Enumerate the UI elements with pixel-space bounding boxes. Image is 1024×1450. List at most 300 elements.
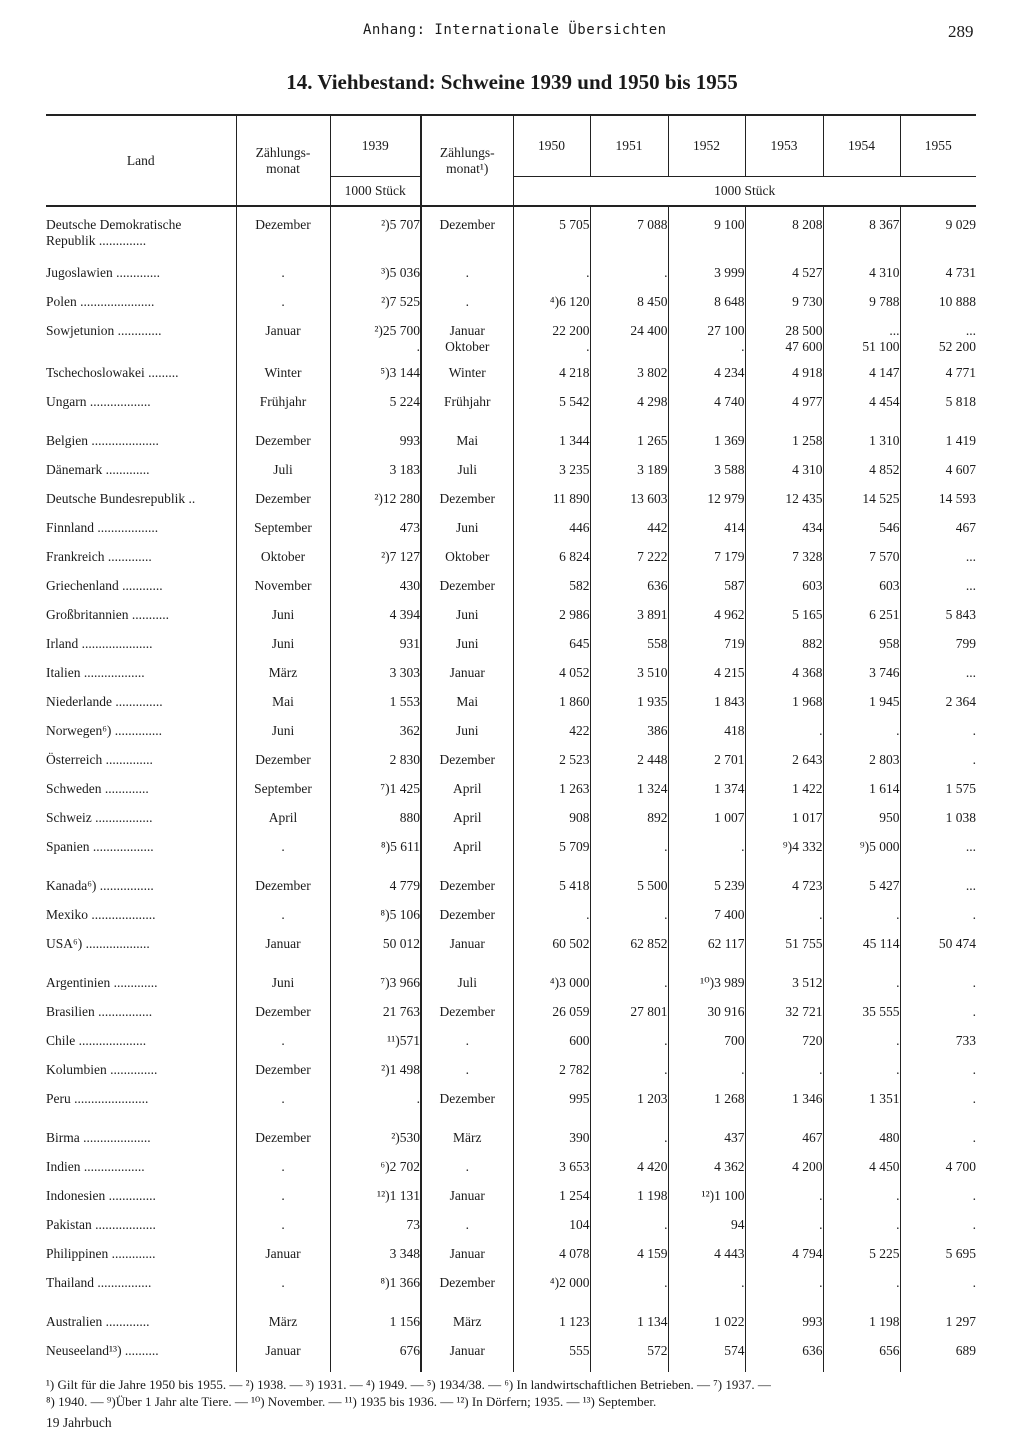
value-1955-cell: 733 <box>900 1033 976 1062</box>
value-1952-cell: 4 962 <box>668 607 745 636</box>
col-header-1939: 1939 <box>330 115 421 177</box>
census-month-cell: April <box>421 839 513 868</box>
table-row <box>46 1246 976 1275</box>
value-1954-cell: 45 114 <box>823 936 900 965</box>
census-month-cell: . <box>421 294 513 323</box>
country-cell: Sowjetunion ............. <box>46 323 162 338</box>
table-row <box>46 520 976 549</box>
value-1939-cell: ⁵)3 144 <box>330 365 421 394</box>
country-cell: Ungarn .................. <box>46 394 151 409</box>
value-1954-cell: 7 570 <box>823 549 900 578</box>
value-1954-cell: 8 367 <box>823 206 900 265</box>
value-1953-cell: 720 <box>745 1033 823 1062</box>
value-1939-cell: ²)1 498 <box>330 1062 421 1091</box>
value-1939-cell: 2 830 <box>330 752 421 781</box>
value-1953-cell: 1 346 <box>745 1091 823 1120</box>
value-1939-cell: 3 348 <box>330 1246 421 1275</box>
value-1952-cell: 30 916 <box>668 1004 745 1033</box>
table-row <box>46 1343 976 1372</box>
value-1954-cell: 950 <box>823 810 900 839</box>
census-month-1939-cell: Januar <box>236 1343 330 1372</box>
value-1950-cell: 2 986 <box>513 607 590 636</box>
census-month-cell: Mai <box>421 433 513 462</box>
table-row <box>46 323 976 365</box>
value-1951-cell: 4 420 <box>590 1159 668 1188</box>
value-1952-cell: 12 979 <box>668 491 745 520</box>
value-1952-cell: 1 843 <box>668 694 745 723</box>
census-month-1939-cell: Juni <box>236 607 330 636</box>
value-1953-cell: 4 977 <box>745 394 823 423</box>
value-1952-cell: 5 239 <box>668 878 745 907</box>
value-1954-cell: 6 251 <box>823 607 900 636</box>
value-1939-cell: 73 <box>330 1217 421 1246</box>
table-row <box>46 294 976 323</box>
value-1950-cell: 2 523 <box>513 752 590 781</box>
table-row <box>46 839 976 868</box>
value-1951-cell: 636 <box>590 578 668 607</box>
census-month-1939-cell: . <box>236 1275 330 1304</box>
value-1953-cell: ⁹)4 332 <box>745 839 823 868</box>
census-month-1939-cell: Winter <box>236 365 330 394</box>
value-1951-cell: 3 802 <box>590 365 668 394</box>
group-spacer <box>46 868 976 878</box>
value-1939-cell: ⁸)5 611 <box>330 839 421 868</box>
census-month-cell: April <box>421 781 513 810</box>
value-1954-cell: . <box>823 1033 900 1062</box>
census-month-1939-cell: April <box>236 810 330 839</box>
table-row <box>46 206 976 265</box>
value-1954-cell: ... 51 100 <box>823 323 900 365</box>
value-1953-cell: 4 200 <box>745 1159 823 1188</box>
table-row <box>46 462 976 491</box>
value-1939-cell: ¹²)1 131 <box>330 1188 421 1217</box>
footnotes <box>46 1376 976 1410</box>
value-1953-cell: 51 755 <box>745 936 823 965</box>
census-month-1939-cell: . <box>236 1188 330 1217</box>
census-month-cell: Januar Oktober <box>421 323 513 365</box>
value-1954-cell: ⁹)5 000 <box>823 839 900 868</box>
value-1939-cell: 362 <box>330 723 421 752</box>
value-1955-cell: . <box>900 752 976 781</box>
value-1950-cell: 600 <box>513 1033 590 1062</box>
col-header-1952: 1952 <box>668 115 745 177</box>
value-1955-cell: 10 888 <box>900 294 976 323</box>
value-1950-cell: 1 123 <box>513 1314 590 1343</box>
value-1954-cell: 3 746 <box>823 665 900 694</box>
value-1951-cell: 7 222 <box>590 549 668 578</box>
value-1950-cell: 5 709 <box>513 839 590 868</box>
country-cell: Philippinen ............. <box>46 1246 156 1261</box>
value-1952-cell: 414 <box>668 520 745 549</box>
value-1954-cell: 1 198 <box>823 1314 900 1343</box>
value-1952-cell: 700 <box>668 1033 745 1062</box>
value-1939-cell: 4 394 <box>330 607 421 636</box>
country-cell: Birma .................... <box>46 1130 151 1145</box>
value-1953-cell: 28 500 47 600 <box>745 323 823 365</box>
value-1952-cell: 418 <box>668 723 745 752</box>
value-1954-cell: . <box>823 1275 900 1304</box>
value-1955-cell: ... 52 200 <box>900 323 976 365</box>
census-month-1939-cell: Dezember <box>236 878 330 907</box>
country-cell: Chile .................... <box>46 1033 147 1048</box>
value-1954-cell: 4 852 <box>823 462 900 491</box>
value-1950-cell: 645 <box>513 636 590 665</box>
value-1951-cell: 2 448 <box>590 752 668 781</box>
census-month-1939-cell: Oktober <box>236 549 330 578</box>
value-1939-cell: ²)7 127 <box>330 549 421 578</box>
value-1951-cell: 3 510 <box>590 665 668 694</box>
country-cell: Schweiz ................. <box>46 810 153 825</box>
value-1951-cell: . <box>590 907 668 936</box>
census-month-cell: Oktober <box>421 549 513 578</box>
census-month-1939-cell: Dezember <box>236 433 330 462</box>
value-1952-cell: . <box>668 1275 745 1304</box>
census-month-1939-cell: März <box>236 665 330 694</box>
country-cell: Schweden ............. <box>46 781 149 796</box>
value-1953-cell: . <box>745 723 823 752</box>
col-header-1955: 1955 <box>900 115 976 177</box>
value-1953-cell: 4 310 <box>745 462 823 491</box>
value-1951-cell: . <box>590 975 668 1004</box>
value-1955-cell: ... <box>900 549 976 578</box>
country-cell: Belgien .................... <box>46 433 159 448</box>
country-cell: Jugoslawien ............. <box>46 265 160 280</box>
value-1953-cell: 32 721 <box>745 1004 823 1033</box>
value-1952-cell: ¹⁰)3 989 <box>668 975 745 1004</box>
table-row <box>46 549 976 578</box>
value-1955-cell: . <box>900 1217 976 1246</box>
value-1953-cell: 4 918 <box>745 365 823 394</box>
census-month-cell: Dezember <box>421 752 513 781</box>
census-month-cell: Juli <box>421 462 513 491</box>
country-cell: Polen ...................... <box>46 294 155 309</box>
census-month-cell: Juni <box>421 520 513 549</box>
table-row <box>46 607 976 636</box>
table-row <box>46 1130 976 1159</box>
table-row <box>46 491 976 520</box>
value-1951-cell: 1 198 <box>590 1188 668 1217</box>
country-cell: Deutsche Bundesrepublik .. <box>46 491 196 506</box>
value-1953-cell: 4 368 <box>745 665 823 694</box>
table-row <box>46 665 976 694</box>
value-1951-cell: 7 088 <box>590 206 668 265</box>
value-1955-cell: 1 575 <box>900 781 976 810</box>
census-month-1939-cell: September <box>236 781 330 810</box>
census-month-cell: Januar <box>421 1246 513 1275</box>
table-row <box>46 1091 976 1120</box>
group-spacer <box>46 965 976 975</box>
value-1955-cell: . <box>900 1275 976 1304</box>
value-1939-cell: 473 <box>330 520 421 549</box>
value-1954-cell: 958 <box>823 636 900 665</box>
table-row <box>46 265 976 294</box>
value-1950-cell: 1 860 <box>513 694 590 723</box>
census-month-cell: Dezember <box>421 878 513 907</box>
value-1939-cell: 3 183 <box>330 462 421 491</box>
census-month-cell: Juni <box>421 723 513 752</box>
value-1953-cell: 1 968 <box>745 694 823 723</box>
value-1951-cell: . <box>590 265 668 294</box>
country-cell: Kolumbien .............. <box>46 1062 158 1077</box>
value-1939-cell: . <box>330 1091 421 1120</box>
value-1951-cell: 572 <box>590 1343 668 1372</box>
value-1951-cell: . <box>590 1217 668 1246</box>
value-1939-cell: ⁶)2 702 <box>330 1159 421 1188</box>
value-1951-cell: 8 450 <box>590 294 668 323</box>
value-1954-cell: 1 310 <box>823 433 900 462</box>
census-month-cell: . <box>421 265 513 294</box>
col-header-1954: 1954 <box>823 115 900 177</box>
group-spacer <box>46 1120 976 1130</box>
country-cell: Mexiko ................... <box>46 907 156 922</box>
country-cell: Pakistan .................. <box>46 1217 156 1232</box>
country-cell: Tschechoslowakei ......... <box>46 365 179 380</box>
country-cell: Norwegen⁶) .............. <box>46 723 163 738</box>
value-1951-cell: 1 265 <box>590 433 668 462</box>
value-1951-cell: . <box>590 839 668 868</box>
table-row <box>46 752 976 781</box>
census-month-1939-cell: Januar <box>236 936 330 965</box>
value-1952-cell: 4 740 <box>668 394 745 423</box>
value-1955-cell: 5 695 <box>900 1246 976 1275</box>
value-1954-cell: . <box>823 1217 900 1246</box>
value-1950-cell: . <box>513 907 590 936</box>
value-1953-cell: 1 258 <box>745 433 823 462</box>
value-1952-cell: 4 234 <box>668 365 745 394</box>
value-1939-cell: ⁸)1 366 <box>330 1275 421 1304</box>
value-1939-cell: 5 224 <box>330 394 421 423</box>
value-1950-cell: 2 782 <box>513 1062 590 1091</box>
table-row <box>46 781 976 810</box>
value-1953-cell: 993 <box>745 1314 823 1343</box>
value-1955-cell: 5 818 <box>900 394 976 423</box>
value-1952-cell: 4 215 <box>668 665 745 694</box>
census-month-1939-cell: Januar <box>236 1246 330 1275</box>
census-month-1939-cell: Juni <box>236 636 330 665</box>
value-1952-cell: . <box>668 839 745 868</box>
value-1950-cell: ⁴)6 120 <box>513 294 590 323</box>
census-month-cell: Januar <box>421 665 513 694</box>
value-1939-cell: 1 156 <box>330 1314 421 1343</box>
table-row <box>46 1217 976 1246</box>
table-row <box>46 878 976 907</box>
value-1939-cell: 676 <box>330 1343 421 1372</box>
census-month-cell: Januar <box>421 1343 513 1372</box>
value-1951-cell: 5 500 <box>590 878 668 907</box>
value-1955-cell: ... <box>900 839 976 868</box>
table-row <box>46 365 976 394</box>
value-1955-cell: 4 771 <box>900 365 976 394</box>
census-month-1939-cell: . <box>236 1091 330 1120</box>
value-1953-cell: 7 328 <box>745 549 823 578</box>
value-1952-cell: . <box>668 1062 745 1091</box>
table-body <box>46 206 976 1372</box>
value-1955-cell: . <box>900 1004 976 1033</box>
census-month-cell: März <box>421 1130 513 1159</box>
value-1951-cell: . <box>590 1130 668 1159</box>
census-month-1939-cell: Dezember <box>236 491 330 520</box>
census-month-cell: Winter <box>421 365 513 394</box>
value-1939-cell: ²)5 707 <box>330 206 421 265</box>
value-1939-cell: ³)5 036 <box>330 265 421 294</box>
table-row <box>46 936 976 965</box>
census-month-1939-cell: März <box>236 1314 330 1343</box>
table-row <box>46 1062 976 1091</box>
census-month-cell: April <box>421 810 513 839</box>
value-1952-cell: ¹²)1 100 <box>668 1188 745 1217</box>
census-month-1939-cell: Frühjahr <box>236 394 330 423</box>
value-1939-cell: 931 <box>330 636 421 665</box>
group-spacer <box>46 1304 976 1314</box>
country-cell: Österreich .............. <box>46 752 153 767</box>
value-1951-cell: 62 852 <box>590 936 668 965</box>
value-1953-cell: 4 527 <box>745 265 823 294</box>
table-row <box>46 394 976 423</box>
value-1952-cell: 719 <box>668 636 745 665</box>
value-1951-cell: 1 203 <box>590 1091 668 1120</box>
value-1950-cell: 6 824 <box>513 549 590 578</box>
value-1955-cell: . <box>900 975 976 1004</box>
value-1954-cell: 2 803 <box>823 752 900 781</box>
value-1939-cell: 430 <box>330 578 421 607</box>
country-cell: Brasilien ................ <box>46 1004 153 1019</box>
value-1955-cell: ... <box>900 665 976 694</box>
value-1950-cell: 26 059 <box>513 1004 590 1033</box>
value-1939-cell: 1 553 <box>330 694 421 723</box>
value-1950-cell: 4 218 <box>513 365 590 394</box>
value-1954-cell: . <box>823 907 900 936</box>
value-1953-cell: . <box>745 1275 823 1304</box>
census-month-cell: . <box>421 1217 513 1246</box>
census-month-1939-cell: September <box>236 520 330 549</box>
census-month-cell: Dezember <box>421 1004 513 1033</box>
census-month-cell: Juli <box>421 975 513 1004</box>
value-1951-cell: 13 603 <box>590 491 668 520</box>
value-1951-cell: 1 324 <box>590 781 668 810</box>
value-1939-cell: ²)530 <box>330 1130 421 1159</box>
page-number: 289 <box>948 22 974 41</box>
value-1952-cell: 8 648 <box>668 294 745 323</box>
census-month-cell: Januar <box>421 936 513 965</box>
census-month-1939-cell: . <box>236 1217 330 1246</box>
value-1953-cell: 467 <box>745 1130 823 1159</box>
country-cell: Spanien .................. <box>46 839 154 854</box>
value-1954-cell: 1 945 <box>823 694 900 723</box>
census-month-cell: Januar <box>421 1188 513 1217</box>
value-1954-cell: . <box>823 1062 900 1091</box>
value-1953-cell: 8 208 <box>745 206 823 265</box>
country-cell: Argentinien ............. <box>46 975 158 990</box>
value-1954-cell: 9 788 <box>823 294 900 323</box>
value-1954-cell: 1 614 <box>823 781 900 810</box>
census-month-cell: Dezember <box>421 907 513 936</box>
value-1955-cell: 689 <box>900 1343 976 1372</box>
value-1953-cell: 9 730 <box>745 294 823 323</box>
value-1950-cell: 908 <box>513 810 590 839</box>
value-1955-cell: 4 607 <box>900 462 976 491</box>
value-1955-cell: . <box>900 907 976 936</box>
census-month-cell: Juni <box>421 607 513 636</box>
value-1955-cell: . <box>900 1062 976 1091</box>
value-1953-cell: 3 512 <box>745 975 823 1004</box>
census-month-cell: . <box>421 1033 513 1062</box>
value-1955-cell: 467 <box>900 520 976 549</box>
value-1952-cell: 62 117 <box>668 936 745 965</box>
value-1953-cell: 636 <box>745 1343 823 1372</box>
value-1953-cell: 1 017 <box>745 810 823 839</box>
census-month-cell: Dezember <box>421 206 513 265</box>
value-1950-cell: 995 <box>513 1091 590 1120</box>
value-1950-cell: 4 078 <box>513 1246 590 1275</box>
value-1955-cell: 1 419 <box>900 433 976 462</box>
value-1952-cell: 3 588 <box>668 462 745 491</box>
value-1951-cell: 442 <box>590 520 668 549</box>
col-header-zaehlungsmonat-1939: Zählungs- monat <box>236 115 330 206</box>
value-1953-cell: . <box>745 1217 823 1246</box>
value-1952-cell: 587 <box>668 578 745 607</box>
value-1954-cell: 656 <box>823 1343 900 1372</box>
census-month-cell: Dezember <box>421 491 513 520</box>
value-1952-cell: 3 999 <box>668 265 745 294</box>
value-1954-cell: 546 <box>823 520 900 549</box>
value-1954-cell: 5 225 <box>823 1246 900 1275</box>
country-cell: Australien ............. <box>46 1314 150 1329</box>
country-cell: Deutsche Demokratische Republik .............. <box>46 217 182 248</box>
country-cell: Griechenland ............ <box>46 578 163 593</box>
table-row <box>46 1004 976 1033</box>
value-1950-cell: 555 <box>513 1343 590 1372</box>
table-row <box>46 1033 976 1062</box>
value-1952-cell: 1 268 <box>668 1091 745 1120</box>
value-1950-cell: 104 <box>513 1217 590 1246</box>
value-1951-cell: 24 400 <box>590 323 668 365</box>
value-1955-cell: 1 038 <box>900 810 976 839</box>
value-1952-cell: 9 100 <box>668 206 745 265</box>
value-1951-cell: 386 <box>590 723 668 752</box>
value-1950-cell: . <box>513 265 590 294</box>
value-1955-cell: 5 843 <box>900 607 976 636</box>
col-header-1951: 1951 <box>590 115 668 177</box>
value-1953-cell: 4 723 <box>745 878 823 907</box>
value-1939-cell: ²)12 280 <box>330 491 421 520</box>
census-month-1939-cell: Juli <box>236 462 330 491</box>
census-month-1939-cell: Dezember <box>236 1062 330 1091</box>
value-1950-cell: 3 653 <box>513 1159 590 1188</box>
value-1950-cell: 5 542 <box>513 394 590 423</box>
value-1939-cell: ²)7 525 <box>330 294 421 323</box>
census-month-1939-cell: . <box>236 839 330 868</box>
value-1951-cell: 558 <box>590 636 668 665</box>
value-1955-cell: 4 731 <box>900 265 976 294</box>
value-1951-cell: 892 <box>590 810 668 839</box>
census-month-1939-cell: Dezember <box>236 206 330 265</box>
value-1954-cell: 35 555 <box>823 1004 900 1033</box>
pig-stock-table <box>46 114 976 1372</box>
value-1953-cell: 882 <box>745 636 823 665</box>
value-1951-cell: 27 801 <box>590 1004 668 1033</box>
value-1955-cell: 799 <box>900 636 976 665</box>
value-1952-cell: 1 369 <box>668 433 745 462</box>
value-1939-cell: ¹¹)571 <box>330 1033 421 1062</box>
value-1955-cell: ... <box>900 578 976 607</box>
col-header-1953: 1953 <box>745 115 823 177</box>
table-row <box>46 907 976 936</box>
value-1950-cell: 1 254 <box>513 1188 590 1217</box>
value-1952-cell: 7 179 <box>668 549 745 578</box>
value-1950-cell: 5 418 <box>513 878 590 907</box>
value-1953-cell: . <box>745 1188 823 1217</box>
census-month-cell: März <box>421 1314 513 1343</box>
